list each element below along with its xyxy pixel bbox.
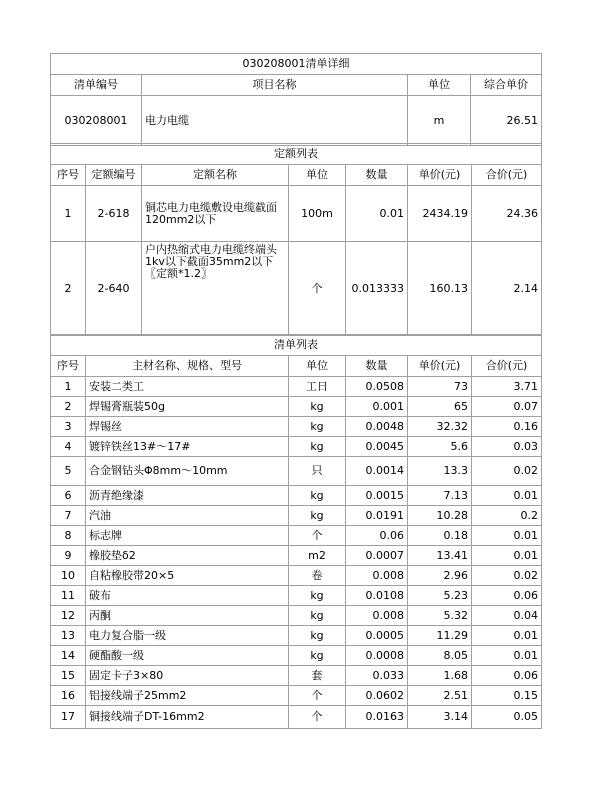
quota-qty: 0.013333 bbox=[346, 242, 408, 336]
material-total: 0.16 bbox=[472, 417, 542, 437]
material-name: 固定卡子3×80 bbox=[86, 666, 289, 686]
material-no: 8 bbox=[51, 526, 86, 546]
material-qty: 0.0014 bbox=[346, 457, 408, 486]
material-name: 硬酯酸一级 bbox=[86, 646, 289, 666]
material-name: 焊锡膏瓶装50g bbox=[86, 397, 289, 417]
material-total: 0.03 bbox=[472, 437, 542, 457]
material-name: 破布 bbox=[86, 586, 289, 606]
table-row bbox=[51, 417, 542, 437]
table-row bbox=[51, 606, 542, 626]
material-no: 15 bbox=[51, 666, 86, 686]
material-no: 6 bbox=[51, 486, 86, 506]
material-qty: 0.0602 bbox=[346, 686, 408, 706]
material-price: 32.32 bbox=[408, 417, 472, 437]
material-qty: 0.008 bbox=[346, 606, 408, 626]
material-price: 5.6 bbox=[408, 437, 472, 457]
quota-name: 户内热缩式电力电缆终端头1kv以下截面35mm2以下〖定额*1.2〗 bbox=[142, 242, 289, 336]
material-name: 镀锌铁丝13#～17# bbox=[86, 437, 289, 457]
table-row bbox=[51, 566, 542, 586]
material-no: 7 bbox=[51, 506, 86, 526]
material-name: 汽油 bbox=[86, 506, 289, 526]
material-total: 0.01 bbox=[472, 646, 542, 666]
material-qty: 0.0108 bbox=[346, 586, 408, 606]
material-no: 14 bbox=[51, 646, 86, 666]
quota-header-unit: 单位 bbox=[289, 165, 346, 186]
material-price: 13.41 bbox=[408, 546, 472, 566]
table-row bbox=[51, 397, 542, 417]
table-row bbox=[51, 646, 542, 666]
material-name: 安装二类工 bbox=[86, 377, 289, 397]
material-name: 自粘橡胶带20×5 bbox=[86, 566, 289, 586]
material-unit: kg bbox=[289, 626, 346, 646]
materials-header-unit: 单位 bbox=[289, 356, 346, 377]
table-row bbox=[51, 706, 542, 729]
material-total: 0.04 bbox=[472, 606, 542, 626]
material-no: 1 bbox=[51, 377, 86, 397]
material-unit: kg bbox=[289, 506, 346, 526]
material-price: 73 bbox=[408, 377, 472, 397]
material-price: 11.29 bbox=[408, 626, 472, 646]
material-price: 2.96 bbox=[408, 566, 472, 586]
material-unit: 个 bbox=[289, 686, 346, 706]
material-unit: kg bbox=[289, 646, 346, 666]
quota-title: 定额列表 bbox=[51, 144, 542, 165]
materials-table bbox=[50, 334, 542, 729]
material-total: 0.01 bbox=[472, 546, 542, 566]
material-total: 0.2 bbox=[472, 506, 542, 526]
material-qty: 0.0008 bbox=[346, 646, 408, 666]
material-no: 2 bbox=[51, 397, 86, 417]
material-unit: 个 bbox=[289, 526, 346, 546]
quota-header-name: 定额名称 bbox=[142, 165, 289, 186]
quota-no: 1 bbox=[51, 186, 86, 242]
material-price: 1.68 bbox=[408, 666, 472, 686]
material-no: 10 bbox=[51, 566, 86, 586]
header-name: 项目名称 bbox=[142, 75, 408, 96]
detail-table bbox=[50, 53, 542, 146]
table-row bbox=[51, 626, 542, 646]
material-qty: 0.033 bbox=[346, 666, 408, 686]
materials-title: 清单列表 bbox=[51, 335, 542, 356]
material-qty: 0.0045 bbox=[346, 437, 408, 457]
material-total: 3.71 bbox=[472, 377, 542, 397]
material-qty: 0.0191 bbox=[346, 506, 408, 526]
quota-qty: 0.01 bbox=[346, 186, 408, 242]
quota-total: 24.36 bbox=[472, 186, 542, 242]
materials-header-qty: 数量 bbox=[346, 356, 408, 377]
material-total: 0.15 bbox=[472, 686, 542, 706]
material-price: 3.14 bbox=[408, 706, 472, 729]
quota-total: 2.14 bbox=[472, 242, 542, 336]
material-name: 电力复合脂一级 bbox=[86, 626, 289, 646]
material-price: 10.28 bbox=[408, 506, 472, 526]
material-name: 铜接线端子DT-16mm2 bbox=[86, 706, 289, 729]
material-unit: kg bbox=[289, 486, 346, 506]
material-unit: kg bbox=[289, 586, 346, 606]
material-qty: 0.0508 bbox=[346, 377, 408, 397]
table-row bbox=[51, 506, 542, 526]
header-unit: 单位 bbox=[408, 75, 471, 96]
material-price: 0.18 bbox=[408, 526, 472, 546]
materials-header-no: 序号 bbox=[51, 356, 86, 377]
table-row bbox=[51, 437, 542, 457]
material-unit: 工日 bbox=[289, 377, 346, 397]
material-name: 铝接线端子25mm2 bbox=[86, 686, 289, 706]
material-no: 4 bbox=[51, 437, 86, 457]
quota-header-price: 单价(元) bbox=[408, 165, 472, 186]
quota-header-total: 合价(元) bbox=[472, 165, 542, 186]
material-qty: 0.0007 bbox=[346, 546, 408, 566]
table-row bbox=[51, 242, 542, 336]
material-total: 0.02 bbox=[472, 457, 542, 486]
material-qty: 0.0163 bbox=[346, 706, 408, 729]
material-name: 合金钢钻头Φ8mm～10mm bbox=[86, 457, 289, 486]
material-no: 13 bbox=[51, 626, 86, 646]
material-total: 0.01 bbox=[472, 486, 542, 506]
material-name: 橡胶垫δ2 bbox=[86, 546, 289, 566]
detail-price: 26.51 bbox=[471, 96, 542, 146]
quota-code: 2-618 bbox=[86, 186, 142, 242]
table-row bbox=[51, 586, 542, 606]
materials-header-price: 单价(元) bbox=[408, 356, 472, 377]
quota-no: 2 bbox=[51, 242, 86, 336]
material-qty: 0.0005 bbox=[346, 626, 408, 646]
material-total: 0.05 bbox=[472, 706, 542, 729]
header-price: 综合单价 bbox=[471, 75, 542, 96]
quota-table bbox=[50, 143, 542, 336]
material-qty: 0.001 bbox=[346, 397, 408, 417]
material-qty: 0.008 bbox=[346, 566, 408, 586]
material-price: 5.23 bbox=[408, 586, 472, 606]
material-qty: 0.0015 bbox=[346, 486, 408, 506]
materials-header-name: 主材名称、规格、型号 bbox=[86, 356, 289, 377]
material-no: 5 bbox=[51, 457, 86, 486]
table-row bbox=[51, 666, 542, 686]
header-code: 清单编号 bbox=[51, 75, 142, 96]
material-qty: 0.0048 bbox=[346, 417, 408, 437]
material-no: 11 bbox=[51, 586, 86, 606]
material-qty: 0.06 bbox=[346, 526, 408, 546]
material-no: 12 bbox=[51, 606, 86, 626]
material-price: 65 bbox=[408, 397, 472, 417]
material-unit: kg bbox=[289, 437, 346, 457]
quota-header-qty: 数量 bbox=[346, 165, 408, 186]
table-row bbox=[51, 526, 542, 546]
material-total: 0.06 bbox=[472, 586, 542, 606]
material-unit: 只 bbox=[289, 457, 346, 486]
table-row bbox=[51, 686, 542, 706]
detail-title: 030208001清单详细 bbox=[51, 54, 542, 75]
detail-unit: m bbox=[408, 96, 471, 146]
material-unit: 套 bbox=[289, 666, 346, 686]
table-row bbox=[51, 457, 542, 486]
quota-name: 铜芯电力电缆敷设电缆截面120mm2以下 bbox=[142, 186, 289, 242]
material-name: 丙酮 bbox=[86, 606, 289, 626]
material-price: 7.13 bbox=[408, 486, 472, 506]
material-unit: 个 bbox=[289, 706, 346, 729]
material-unit: kg bbox=[289, 417, 346, 437]
material-total: 0.02 bbox=[472, 566, 542, 586]
material-unit: 卷 bbox=[289, 566, 346, 586]
detail-code: 030208001 bbox=[51, 96, 142, 146]
material-total: 0.06 bbox=[472, 666, 542, 686]
material-name: 焊锡丝 bbox=[86, 417, 289, 437]
material-price: 5.32 bbox=[408, 606, 472, 626]
material-price: 8.05 bbox=[408, 646, 472, 666]
detail-name: 电力电缆 bbox=[142, 96, 408, 146]
table-row bbox=[51, 377, 542, 397]
materials-header-total: 合价(元) bbox=[472, 356, 542, 377]
material-unit: kg bbox=[289, 397, 346, 417]
material-no: 9 bbox=[51, 546, 86, 566]
material-price: 13.3 bbox=[408, 457, 472, 486]
material-total: 0.07 bbox=[472, 397, 542, 417]
table-row bbox=[51, 546, 542, 566]
table-row bbox=[51, 186, 542, 242]
material-total: 0.01 bbox=[472, 526, 542, 546]
quota-header-code: 定额编号 bbox=[86, 165, 142, 186]
quota-header-no: 序号 bbox=[51, 165, 86, 186]
quota-code: 2-640 bbox=[86, 242, 142, 336]
material-unit: kg bbox=[289, 606, 346, 626]
material-total: 0.01 bbox=[472, 626, 542, 646]
quota-unit: 100m bbox=[289, 186, 346, 242]
material-no: 3 bbox=[51, 417, 86, 437]
material-unit: m2 bbox=[289, 546, 346, 566]
material-name: 标志牌 bbox=[86, 526, 289, 546]
material-name: 沥青绝缘漆 bbox=[86, 486, 289, 506]
quota-unit: 个 bbox=[289, 242, 346, 336]
material-no: 17 bbox=[51, 706, 86, 729]
table-row bbox=[51, 486, 542, 506]
material-price: 2.51 bbox=[408, 686, 472, 706]
material-no: 16 bbox=[51, 686, 86, 706]
quota-price: 2434.19 bbox=[408, 186, 472, 242]
quota-price: 160.13 bbox=[408, 242, 472, 336]
